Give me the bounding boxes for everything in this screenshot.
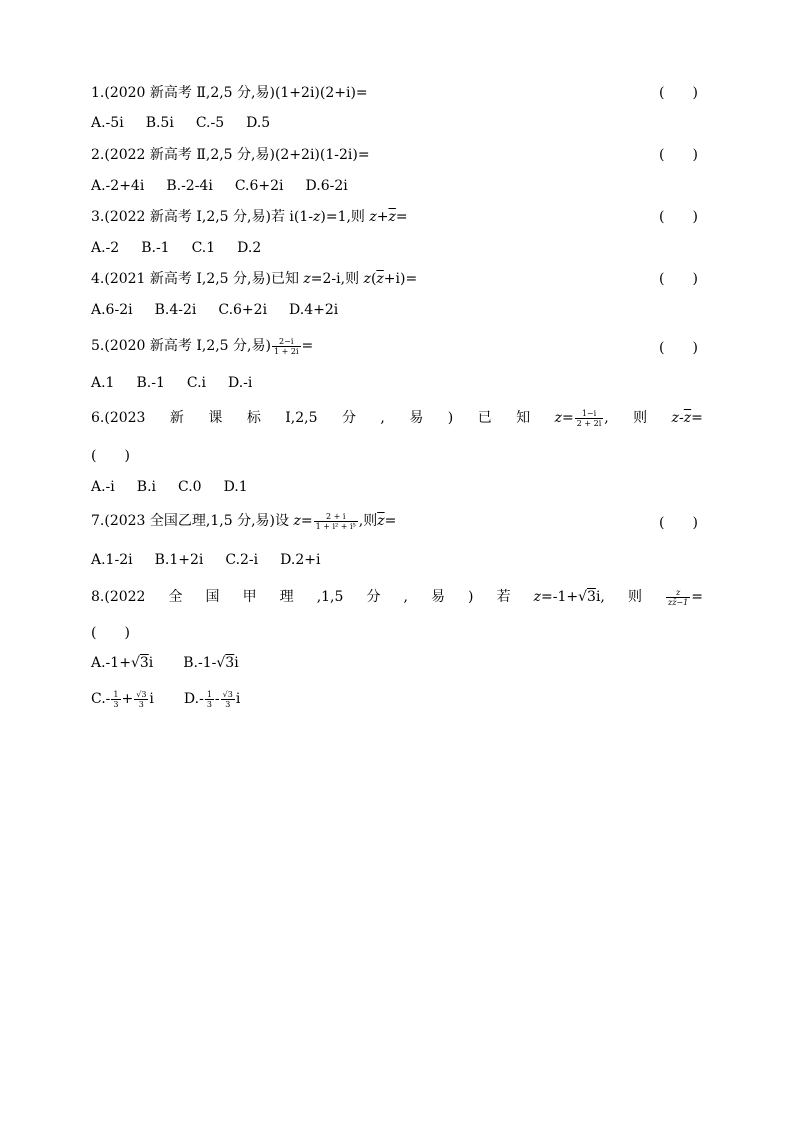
q1-options	[91, 113, 292, 133]
q2-option-c[interactable]: C.6+2i	[234, 178, 284, 194]
q5-option-c[interactable]: C.i	[186, 375, 206, 391]
q3-option-c[interactable]: C.1	[191, 240, 216, 256]
q6-option-d[interactable]: D.1	[223, 479, 248, 495]
q1-stem: 1.(2020 新高考 Ⅱ,2,5 分,易)(1+2i)(2+i)=	[91, 85, 368, 101]
q4-answer-blank[interactable]: ( )	[659, 271, 698, 287]
q5-stem: 5.(2020 新高考 Ⅰ,2,5 分,易) $\frac{2-i}{1 + 2i}$ =	[91, 336, 314, 356]
q5-option-a[interactable]: A.1	[91, 375, 115, 391]
q3-option-a[interactable]: A.-2	[91, 240, 120, 256]
q6-option-a[interactable]: A.-i	[91, 479, 115, 495]
q7-option-c[interactable]: C.2-i	[225, 552, 259, 568]
q5-answer-blank[interactable]: ( )	[659, 340, 698, 356]
q7-answer-blank[interactable]: ( )	[659, 515, 698, 531]
q6-answer-blank[interactable]: ( )	[91, 448, 130, 464]
q3-options	[91, 238, 283, 258]
q2-stem: 2.(2022 新高考 Ⅱ,2,5 分,易)(2+2i)(1-2i)=	[91, 147, 370, 163]
q6-option-c[interactable]: C.0	[178, 479, 202, 495]
q6-options	[91, 477, 270, 497]
q4-option-b[interactable]: B.4-2i	[154, 302, 197, 318]
q1-option-c[interactable]: C.-5	[195, 115, 225, 131]
q3-option-d[interactable]: D.2	[237, 240, 262, 256]
q3-answer-blank[interactable]: ( )	[659, 209, 698, 225]
q3-option-b[interactable]: B.-1	[141, 240, 170, 256]
q8-option-a[interactable]: A.-1+√3i	[91, 655, 154, 671]
q1-option-a[interactable]: A.-5i	[91, 115, 124, 131]
q8-fraction: $\frac{z}{zz̄-1}$	[667, 587, 689, 607]
q2-options	[91, 176, 370, 196]
q2-option-b[interactable]: B.-2-4i	[166, 178, 213, 194]
q4-options	[91, 300, 360, 320]
q7-stem: 7.(2023 全国乙理,1,5 分,易)设 z= $\frac{2 + i}{\text{1 + i² + i⁵}}$ ,则$\overline{z}=$	[91, 511, 397, 531]
q7-option-a[interactable]: A.1-2i	[91, 552, 133, 568]
q2-option-d[interactable]: D.6-2i	[305, 178, 348, 194]
q6-stem: 6.(2023 新 课 标 Ⅰ,2,5 分 , 易 ) 已 知 z= $\frac{1-i}{2 + 2i}$ , 则 $z-\overline{z}=$	[91, 408, 703, 428]
q5-option-d[interactable]: D.-i	[228, 375, 253, 391]
q6-option-b[interactable]: B.i	[136, 479, 156, 495]
q7-option-d[interactable]: D.2+i	[280, 552, 321, 568]
q6-fraction: $\frac{1-i}{2 + 2i}$	[576, 408, 602, 428]
q8-stem: 8.(2022 全 国 甲 理 ,1,5 分 , 易 ) 若 z=-1+√3i, 则 $\frac{z}{zz̄-1}$ =	[91, 587, 703, 607]
q8-options-ab	[91, 653, 261, 673]
q1-answer-blank[interactable]: ( )	[659, 85, 698, 101]
q5-fraction: $\frac{2-i}{1 + 2i}$	[273, 336, 299, 356]
q4-option-c[interactable]: C.6+2i	[218, 302, 268, 318]
q7-options	[91, 550, 342, 570]
q2-option-a[interactable]: A.-2+4i	[91, 178, 145, 194]
q1-option-d[interactable]: D.5	[246, 115, 271, 131]
q5-options	[91, 373, 274, 393]
q8-option-c[interactable]: C.- $\frac{1}{3}$ + $\frac{√3}{3}$ i	[91, 689, 154, 709]
q5-option-b[interactable]: B.-1	[136, 375, 165, 391]
q3-stem: 3.(2022 新高考 Ⅰ,2,5 分,易)若 i(1-z)=1,则 $z+\overline{z}=$	[91, 209, 408, 225]
q7-fraction: $\frac{2 + i}{\text{1 + i² + i⁵}}$	[315, 511, 356, 531]
q8-answer-blank[interactable]: ( )	[91, 625, 130, 641]
q4-option-d[interactable]: D.4+2i	[289, 302, 339, 318]
q7-option-b[interactable]: B.1+2i	[154, 552, 204, 568]
q1-option-b[interactable]: B.5i	[145, 115, 174, 131]
q4-option-a[interactable]: A.6-2i	[91, 302, 133, 318]
q8-option-d[interactable]: D.- $\frac{1}{3}$ - $\frac{√3}{3}$ i	[183, 689, 241, 709]
q4-stem: 4.(2021 新高考 Ⅰ,2,5 分,易)已知 z=2-i,则 $z(\overline{z}+i)=$	[91, 271, 418, 287]
q8-options-cd	[91, 689, 262, 709]
q8-option-b[interactable]: B.-1-√3i	[183, 655, 239, 671]
q2-answer-blank[interactable]: ( )	[659, 147, 698, 163]
